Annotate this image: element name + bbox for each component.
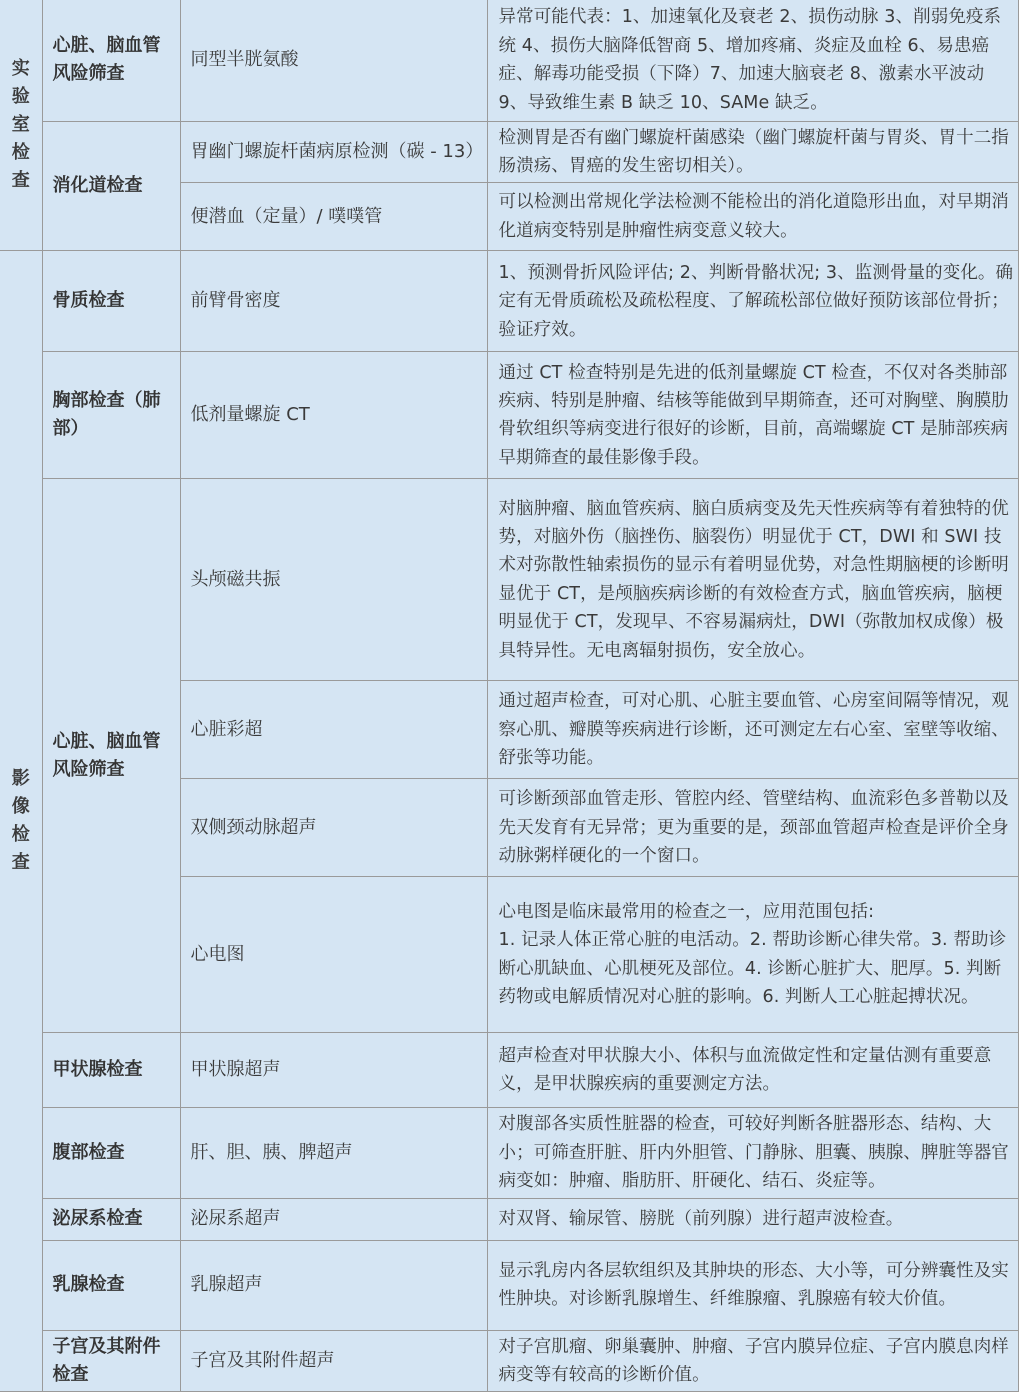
subcategory-cell: 消化道检查 xyxy=(42,121,180,251)
description-cell: 对腹部各实质性脏器的检查，可较好判断各脏器形态、结构、大小；可筛查肝脏、肝内外胆管、门静脉、胆囊、胰腺、脾脏等器官病变如：肿瘤、脂肪肝、肝硬化、结石、炎症等。 xyxy=(487,1108,1019,1198)
category-cell-lab xyxy=(0,0,42,251)
table-row xyxy=(0,1108,1019,1198)
subcategory-cell: 子宫及其附件检查 xyxy=(42,1330,180,1392)
description-cell: 对双肾、输尿管、膀胱（前列腺）进行超声波检查。 xyxy=(487,1198,1019,1240)
description-cell: 异常可能代表：1、加速氧化及衰老 2、损伤动脉 3、削弱免疫系统 4、损伤大脑降低智商 5、增加疼痛、炎症及血栓 6、易患癌症、解毒功能受损（下降）7、加速大脑衰老 8、激素水平波动 9、导致维生素 B 缺乏 10、SAMe 缺乏。 xyxy=(487,0,1019,121)
table-row xyxy=(0,0,1019,121)
table-row xyxy=(0,1240,1019,1330)
table-row xyxy=(0,1033,1019,1108)
table-row xyxy=(0,251,1019,352)
description-cell: 心电图是临床最常用的检查之一，应用范围包括: 1. 记录人体正常心脏的电活动。2. 帮助诊断心律失常。3. 帮助诊断心肌缺血、心肌梗死及部位。4. 诊断心脏扩大、肥厚。5. 判断药物或电解质情况对心脏的影响。6. 判断人工心脏起搏状况。 xyxy=(487,877,1019,1033)
item-cell: 便潜血（定量）/ 噗噗管 xyxy=(180,183,487,251)
description-cell: 检测胃是否有幽门螺旋杆菌感染（幽门螺旋杆菌与胃炎、胃十二指肠溃疡、胃癌的发生密切相关）。 xyxy=(487,121,1019,183)
description-cell: 可以检测出常规化学法检测不能检出的消化道隐形出血，对早期消化道病变特别是肿瘤性病变意义较大。 xyxy=(487,183,1019,251)
subcategory-cell: 乳腺检查 xyxy=(42,1240,180,1330)
item-cell: 同型半胱氨酸 xyxy=(180,0,487,121)
table-row xyxy=(0,1198,1019,1240)
description-cell: 对脑肿瘤、脑血管疾病、脑白质病变及先天性疾病等有着独特的优势，对脑外伤（脑挫伤、脑裂伤）明显优于 CT，DWI 和 SWI 技术对弥散性轴索损伤的显示有着明显优势，对急性期脑梗的诊断明显优于 CT，是颅脑疾病诊断的有效检查方式，脑血管疾病，脑梗明显优于 CT，发现早、不容易漏病灶，DWI（弥散加权成像）极具特异性。无电离辐射损伤，安全放心。 xyxy=(487,479,1019,681)
subcategory-cell: 心脏、脑血管风险筛查 xyxy=(42,479,180,1033)
category-label: 影像检查 xyxy=(11,768,30,874)
description-cell: 1、预测骨折风险评估; 2、判断骨骼状况; 3、监测骨量的变化。确定有无骨质疏松及疏松程度、了解疏松部位做好预防该部位骨折；验证疗效。 xyxy=(487,251,1019,352)
item-cell: 低剂量螺旋 CT xyxy=(180,352,487,479)
item-cell: 肝、胆、胰、脾超声 xyxy=(180,1108,487,1198)
item-cell: 双侧颈动脉超声 xyxy=(180,779,487,877)
table-row xyxy=(0,479,1019,681)
table-row xyxy=(0,121,1019,183)
category-label: 实验室检查 xyxy=(11,58,30,192)
table-row xyxy=(0,352,1019,479)
item-cell: 子宫及其附件超声 xyxy=(180,1330,487,1392)
item-cell: 心电图 xyxy=(180,877,487,1033)
item-cell: 胃幽门螺旋杆菌病原检测（碳 - 13） xyxy=(180,121,487,183)
description-cell: 通过超声检查，可对心肌、心脏主要血管、心房室间隔等情况，观察心肌、瓣膜等疾病进行诊断，还可测定左右心室、室壁等收缩、舒张等功能。 xyxy=(487,681,1019,779)
item-cell: 心脏彩超 xyxy=(180,681,487,779)
category-cell-imaging xyxy=(0,251,42,1392)
subcategory-cell: 胸部检查（肺部） xyxy=(42,352,180,479)
description-cell: 对子宫肌瘤、卵巢囊肿、肿瘤、子宫内膜异位症、子宫内膜息肉样病变等有较高的诊断价值。 xyxy=(487,1330,1019,1392)
description-cell: 通过 CT 检查特别是先进的低剂量螺旋 CT 检查，不仅对各类肺部疾病、特别是肿瘤、结核等能做到早期筛查，还可对胸壁、胸膜肋骨软组织等病变进行很好的诊断，目前，高端螺旋 CT 是肺部疾病早期筛查的最佳影像手段。 xyxy=(487,352,1019,479)
item-cell: 甲状腺超声 xyxy=(180,1033,487,1108)
subcategory-cell: 甲状腺检查 xyxy=(42,1033,180,1108)
description-cell: 超声检查对甲状腺大小、体积与血流做定性和定量估测有重要意义，是甲状腺疾病的重要测定方法。 xyxy=(487,1033,1019,1108)
subcategory-cell: 腹部检查 xyxy=(42,1108,180,1198)
subcategory-cell: 心脏、脑血管风险筛查 xyxy=(42,0,180,121)
subcategory-cell: 泌尿系检查 xyxy=(42,1198,180,1240)
item-cell: 泌尿系超声 xyxy=(180,1198,487,1240)
subcategory-cell: 骨质检查 xyxy=(42,251,180,352)
item-cell: 前臂骨密度 xyxy=(180,251,487,352)
description-cell: 可诊断颈部血管走形、管腔内经、管壁结构、血流彩色多普勒以及先天发育有无异常；更为重要的是，颈部血管超声检查是评价全身动脉粥样硬化的一个窗口。 xyxy=(487,779,1019,877)
item-cell: 乳腺超声 xyxy=(180,1240,487,1330)
description-cell: 显示乳房内各层软组织及其肿块的形态、大小等，可分辨囊性及实性肿块。对诊断乳腺增生、纤维腺瘤、乳腺癌有较大价值。 xyxy=(487,1240,1019,1330)
item-cell: 头颅磁共振 xyxy=(180,479,487,681)
